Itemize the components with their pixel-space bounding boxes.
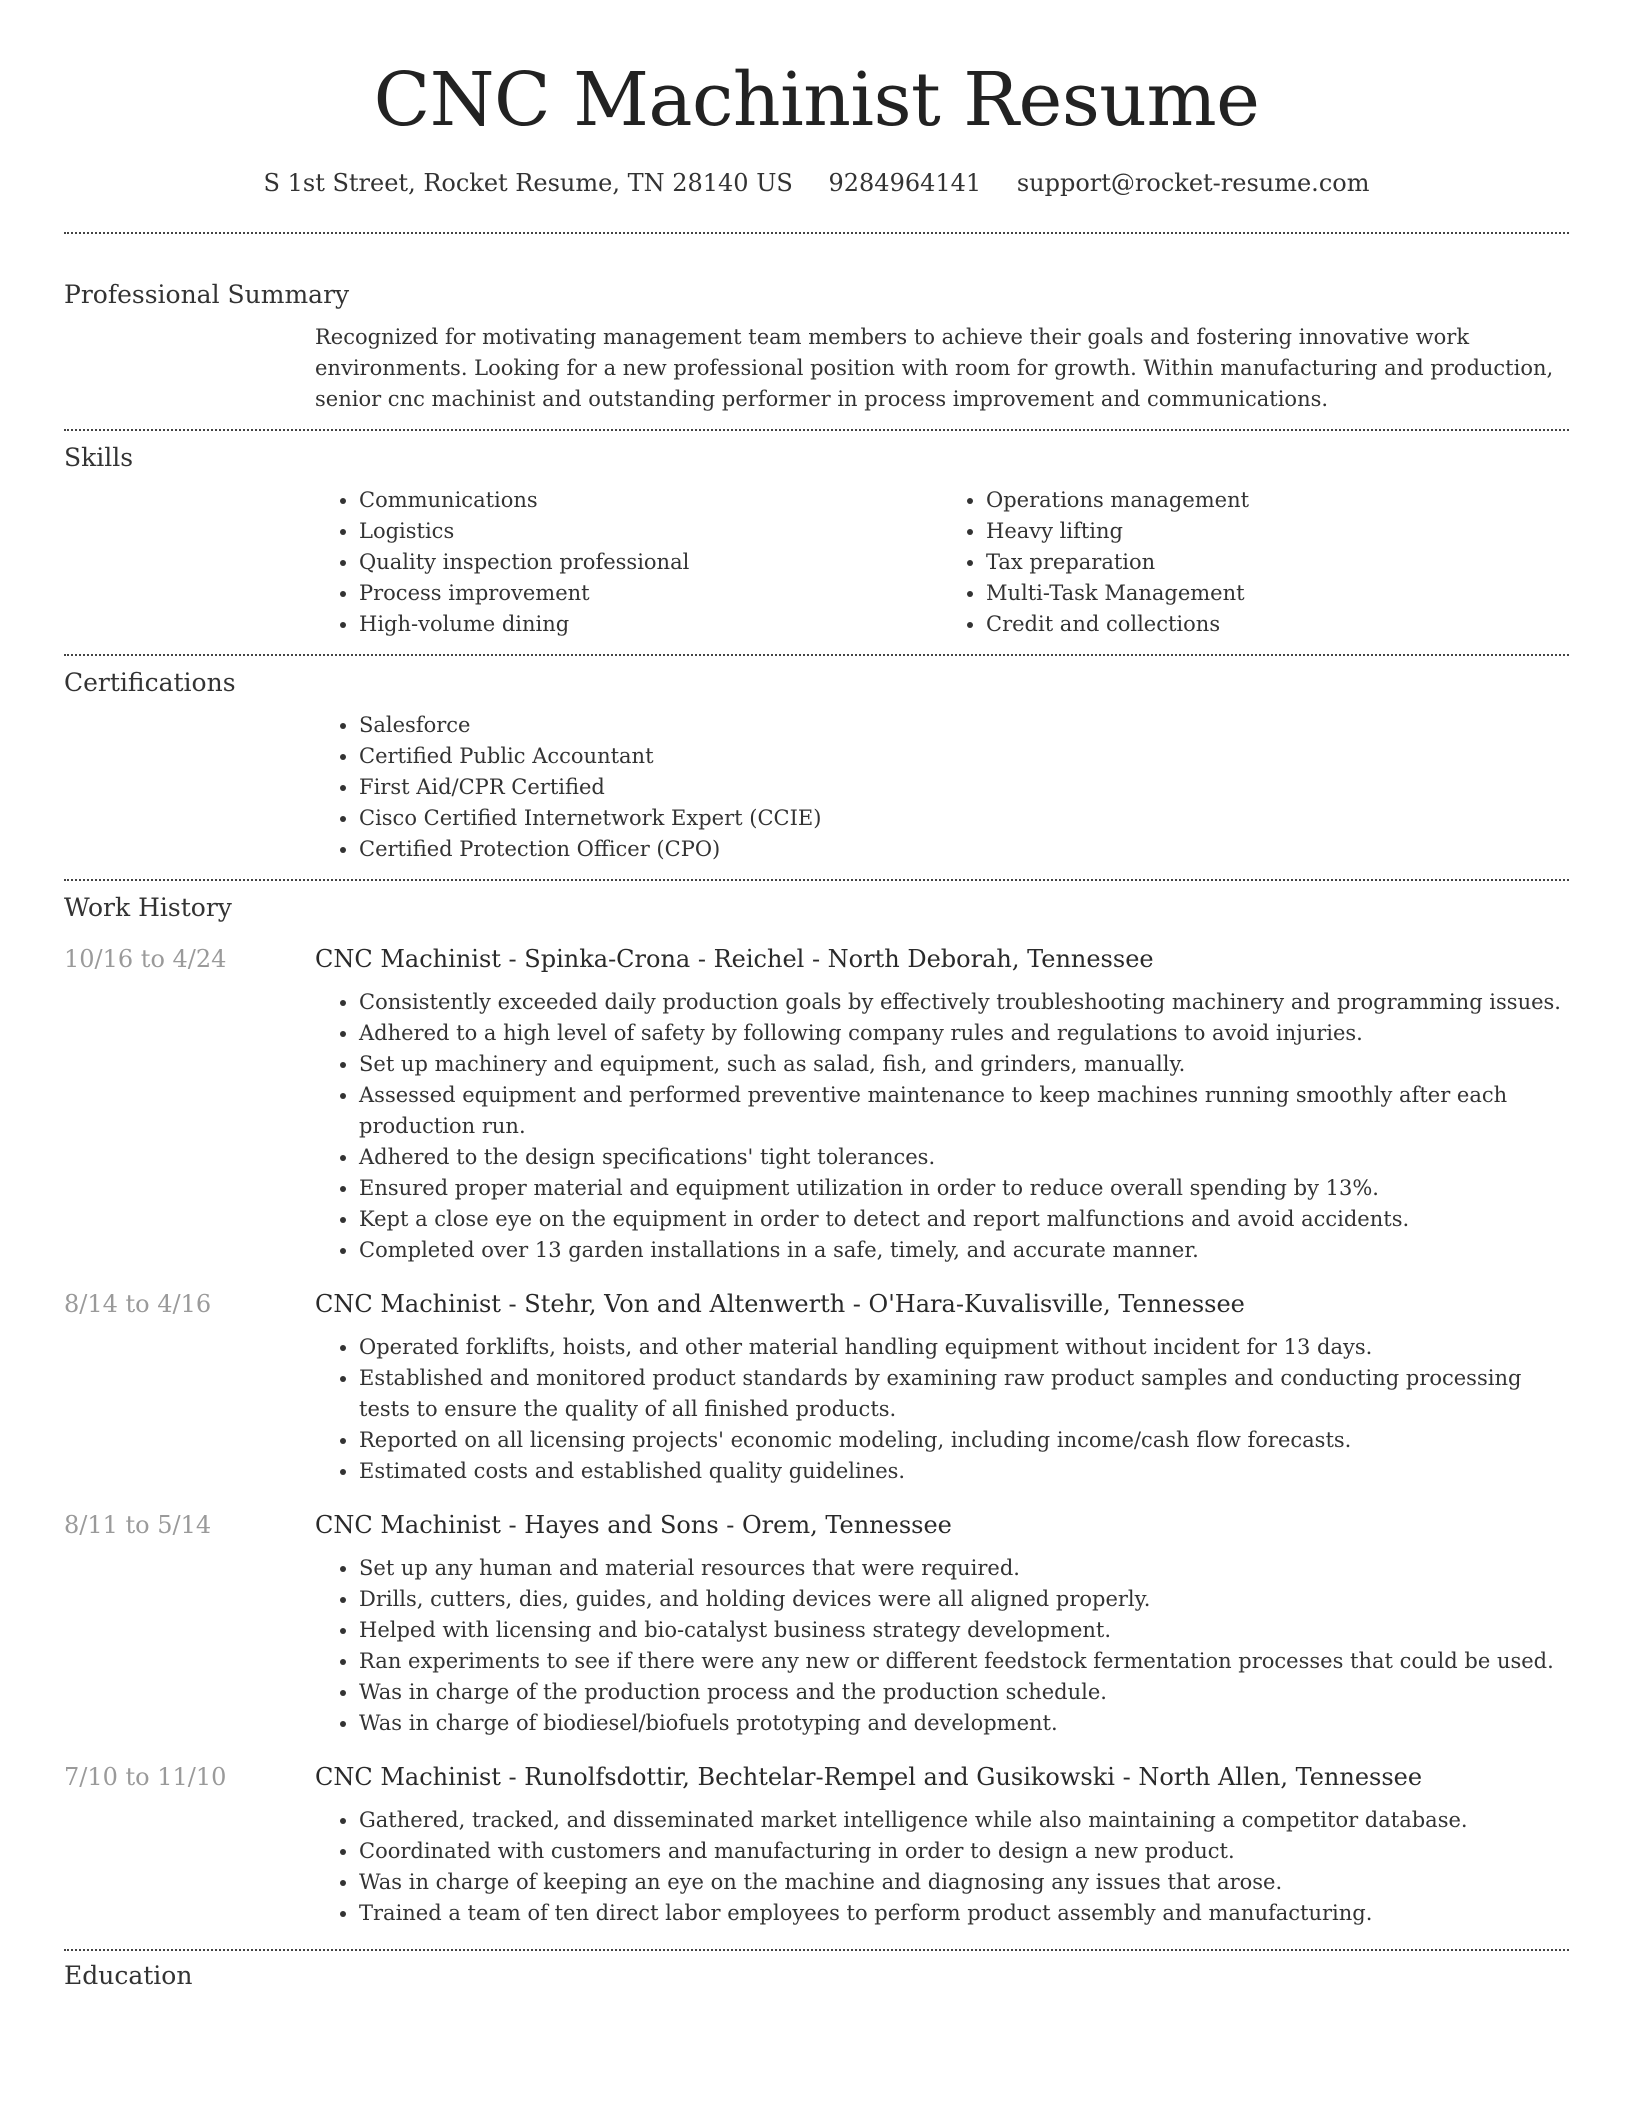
section-heading-skills: Skills (64, 443, 134, 472)
job-bullets (315, 987, 1569, 1266)
list-item: • Heavy lifting (986, 516, 1569, 547)
work-history-section (64, 881, 1569, 1929)
job-title: CNC Machinist - Runolfsdottir, Bechtelar-Rempel and Gusikowski - North Allen, Tennessee (315, 1763, 1423, 1791)
list-item: • Operated forklifts, hoists, and other material handling equipment without incident for 13 days. (359, 1332, 1569, 1363)
list-item: • First Aid/CPR Certified (359, 772, 1569, 803)
list-item: • Set up machinery and equipment, such as salad, fish, and grinders, manually. (359, 1049, 1569, 1080)
skills-right-list (942, 485, 1569, 640)
list-item: • Process improvement (359, 578, 942, 609)
certifications-list (315, 710, 1569, 865)
job-entry (64, 1286, 1569, 1487)
list-item: • Certified Protection Officer (CPO) (359, 834, 1569, 865)
list-item: • Drills, cutters, dies, guides, and holding devices were all aligned properly. (359, 1584, 1569, 1615)
summary-text: Recognized for motivating management team members to achieve their goals and fostering innovative work environments. Looking for a new professional position with room for growth. Within manufacturing and production, senior cnc machinist and outstanding performer in process improvement and communications. (315, 325, 1554, 411)
list-item: • Ensured proper material and equipment utilization in order to reduce overall spending by 13%. (359, 1173, 1569, 1204)
education-section (64, 1951, 1569, 1993)
list-item: • Adhered to the design specifications' tight tolerances. (359, 1142, 1569, 1173)
list-item: • Coordinated with customers and manufacturing in order to design a new product. (359, 1836, 1569, 1867)
contact-email: support@rocket-resume.com (1016, 169, 1370, 197)
list-item: • Helped with licensing and bio-catalyst business strategy development. (359, 1615, 1569, 1646)
summary-body (315, 322, 1569, 415)
list-item: • Completed over 13 garden installations in a safe, timely, and accurate manner. (359, 1235, 1569, 1266)
job-title: CNC Machinist - Stehr, Von and Altenwerth - O'Hara-Kuvalisville, Tennessee (315, 1290, 1245, 1318)
list-item: • Credit and collections (986, 609, 1569, 640)
list-item: • Salesforce (359, 710, 1569, 741)
list-item: • Was in charge of the production process and the production schedule. (359, 1677, 1569, 1708)
list-item: • Logistics (359, 516, 942, 547)
job-entry (64, 1759, 1569, 1929)
list-item: • Operations management (986, 485, 1569, 516)
resume-page (64, 0, 1569, 1993)
list-item: • Quality inspection professional (359, 547, 942, 578)
list-item: • Was in charge of biodiesel/biofuels prototyping and development. (359, 1708, 1569, 1739)
list-item: • Ran experiments to see if there were any new or different feedstock fermentation processes that could be used. (359, 1646, 1569, 1677)
section-heading-education: Education (64, 1961, 193, 1990)
skills-left-list (315, 485, 942, 640)
list-item: • Was in charge of keeping an eye on the machine and diagnosing any issues that arose. (359, 1867, 1569, 1898)
list-item: • Established and monitored product standards by examining raw product samples and conducting processing tests to ensure the quality of all finished products. (359, 1363, 1569, 1425)
job-bullets (315, 1553, 1569, 1739)
section-heading-certifications: Certifications (64, 668, 236, 697)
list-item: • Adhered to a high level of safety by following company rules and regulations to avoid injuries. (359, 1018, 1569, 1049)
job-dates: 8/14 to 4/16 (64, 1290, 212, 1318)
contact-address: S 1st Street, Rocket Resume, TN 28140 US (263, 169, 793, 197)
list-item: • Reported on all licensing projects' economic modeling, including income/cash flow forecasts. (359, 1425, 1569, 1456)
job-bullets (315, 1332, 1569, 1487)
resume-title: CNC Machinist Resume (373, 57, 1260, 143)
certifications-section (64, 656, 1569, 879)
list-item: • Certified Public Accountant (359, 741, 1569, 772)
professional-summary-section (64, 234, 1569, 429)
contact-phone: 9284964141 (828, 169, 982, 197)
job-dates: 10/16 to 4/24 (64, 945, 227, 973)
job-entry (64, 941, 1569, 1266)
job-title: CNC Machinist - Hayes and Sons - Orem, Tennessee (315, 1511, 952, 1539)
list-item: • Kept a close eye on the equipment in order to detect and report malfunctions and avoid accidents. (359, 1204, 1569, 1235)
skills-grid (315, 485, 1569, 640)
list-item: • Multi-Task Management (986, 578, 1569, 609)
list-item: • High-volume dining (359, 609, 942, 640)
list-item: • Consistently exceeded daily production goals by effectively troubleshooting machinery and programming issues. (359, 987, 1569, 1018)
job-title: CNC Machinist - Spinka-Crona - Reichel - North Deborah, Tennessee (315, 945, 1154, 973)
section-heading-summary: Professional Summary (64, 280, 350, 309)
list-item: • Estimated costs and established quality guidelines. (359, 1456, 1569, 1487)
list-item: • Cisco Certified Internetwork Expert (CCIE) (359, 803, 1569, 834)
section-heading-work-history: Work History (64, 893, 232, 922)
list-item: • Set up any human and material resources that were required. (359, 1553, 1569, 1584)
certifications-body (315, 710, 1569, 865)
list-item: • Tax preparation (986, 547, 1569, 578)
job-dates: 8/11 to 5/14 (64, 1511, 212, 1539)
list-item: • Trained a team of ten direct labor employees to perform product assembly and manufacturing. (359, 1898, 1569, 1929)
job-entry (64, 1507, 1569, 1739)
list-item: • Assessed equipment and performed preventive maintenance to keep machines running smoothly after each production run. (359, 1080, 1569, 1142)
list-item: • Communications (359, 485, 942, 516)
job-dates: 7/10 to 11/10 (64, 1763, 227, 1791)
job-bullets (315, 1805, 1569, 1929)
contact-line (64, 166, 1569, 200)
list-item: • Gathered, tracked, and disseminated market intelligence while also maintaining a competitor database. (359, 1805, 1569, 1836)
skills-section (64, 431, 1569, 654)
jobs-list (64, 941, 1569, 1929)
